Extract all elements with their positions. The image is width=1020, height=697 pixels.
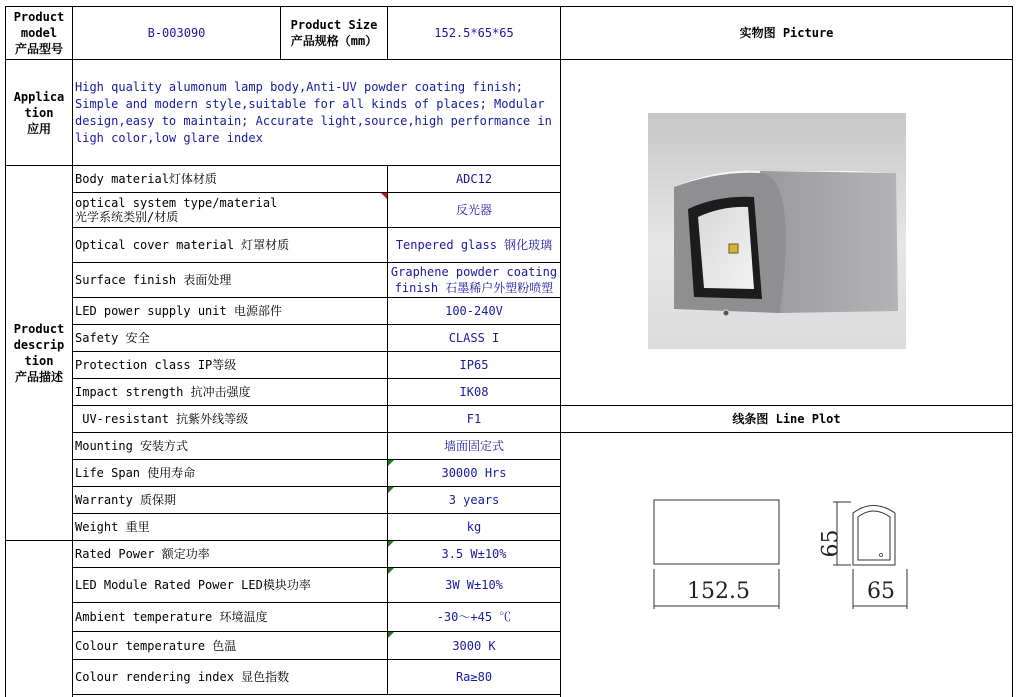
spec-row-label: Warranty 质保期 bbox=[72, 486, 388, 514]
comment-marker bbox=[388, 487, 394, 493]
line-plot-drawing bbox=[561, 493, 1012, 673]
picture-label: 实物图 Picture bbox=[560, 6, 1013, 60]
line-plot-area bbox=[560, 432, 1013, 697]
spec-row-label: optical system type/material 光学系统类别/材质 bbox=[72, 192, 388, 228]
spec-row-label: Surface finish 表面处理 bbox=[72, 262, 388, 298]
comment-marker bbox=[388, 568, 394, 574]
spec-row-value: 3W W±10% bbox=[387, 567, 561, 603]
description-label: Product descrip tion 产品描述 bbox=[5, 165, 73, 541]
spec-row-label: Safety 安全 bbox=[72, 324, 388, 352]
comment-marker bbox=[388, 541, 394, 547]
spec-row-label: Impact strength 抗冲击强度 bbox=[72, 378, 388, 406]
spec-row-value: 反光器 bbox=[387, 192, 561, 228]
comment-marker bbox=[381, 193, 387, 199]
size-value: 152.5*65*65 bbox=[387, 6, 561, 60]
spec-row-value: IP65 bbox=[387, 351, 561, 379]
spec-row-value: ADC12 bbox=[387, 165, 561, 193]
picture-area bbox=[560, 59, 1013, 406]
spec-row-label: LED Module Rated Power LED模块功率 bbox=[72, 567, 388, 603]
width-dimension: 152.5 bbox=[687, 579, 750, 604]
spec-row-value: 墙面固定式 bbox=[387, 432, 561, 460]
spec-row-value: Graphene powder coating finish 石墨稀户外塑粉喷塑 bbox=[387, 262, 561, 298]
model-label: Product model 产品型号 bbox=[5, 6, 73, 60]
spec-row-label: Body material灯体材质 bbox=[72, 165, 388, 193]
comment-marker bbox=[388, 460, 394, 466]
spec-row-value: kg bbox=[387, 513, 561, 541]
spec-row-value: F1 bbox=[387, 405, 561, 433]
spec-row-value: Ra≥80 bbox=[387, 659, 561, 695]
depth-dimension: 65 bbox=[867, 579, 895, 604]
electrical-label bbox=[5, 540, 73, 697]
spec-row-value: 3 years bbox=[387, 486, 561, 514]
spec-row-label: Optical cover material 灯罩材质 bbox=[72, 227, 388, 263]
spec-row-value: 3000 K bbox=[387, 631, 561, 660]
spec-row-label: Life Span 使用寿命 bbox=[72, 459, 388, 487]
spec-row-label: Rated Power 额定功率 bbox=[72, 540, 388, 568]
line-plot-label: 线条图 Line Plot bbox=[560, 405, 1013, 433]
model-value: B-003090 bbox=[72, 6, 281, 60]
spec-row-label: Ambient temperature 环境温度 bbox=[72, 602, 388, 632]
size-label: Product Size 产品规格（mm） bbox=[280, 6, 388, 60]
spec-row-label: Mounting 安装方式 bbox=[72, 432, 388, 460]
height-dimension: 65 bbox=[818, 529, 844, 558]
spec-row-value: -30～+45 ℃ bbox=[387, 602, 561, 632]
spec-row-value: IK08 bbox=[387, 378, 561, 406]
spec-row-label: UV-resistant 抗紫外线等级 bbox=[72, 405, 388, 433]
spec-row-label: Colour temperature 色温 bbox=[72, 631, 388, 660]
spec-row-label: Colour rendering index 显色指数 bbox=[72, 659, 388, 695]
comment-marker bbox=[388, 632, 394, 638]
product-photo bbox=[648, 113, 906, 349]
spec-row-label: LED power supply unit 电源部件 bbox=[72, 297, 388, 325]
spec-row-value: CLASS I bbox=[387, 324, 561, 352]
spec-row-value: 30000 Hrs bbox=[387, 459, 561, 487]
spec-row-label: Protection class IP等级 bbox=[72, 351, 388, 379]
spec-row-label: Weight 重里 bbox=[72, 513, 388, 541]
application-text: High quality alumonum lamp body,Anti-UV powder coating finish; Simple and modern style,suitable for all kinds of places; Modular design,easy to maintain; Accurate light,source,high performance in ligh color,low glare index bbox=[72, 59, 561, 166]
application-label: Applica tion 应用 bbox=[5, 59, 73, 166]
spec-row-value: Tenpered glass 钢化玻璃 bbox=[387, 227, 561, 263]
spec-row-value: 100-240V bbox=[387, 297, 561, 325]
spec-row-value: 3.5 W±10% bbox=[387, 540, 561, 568]
